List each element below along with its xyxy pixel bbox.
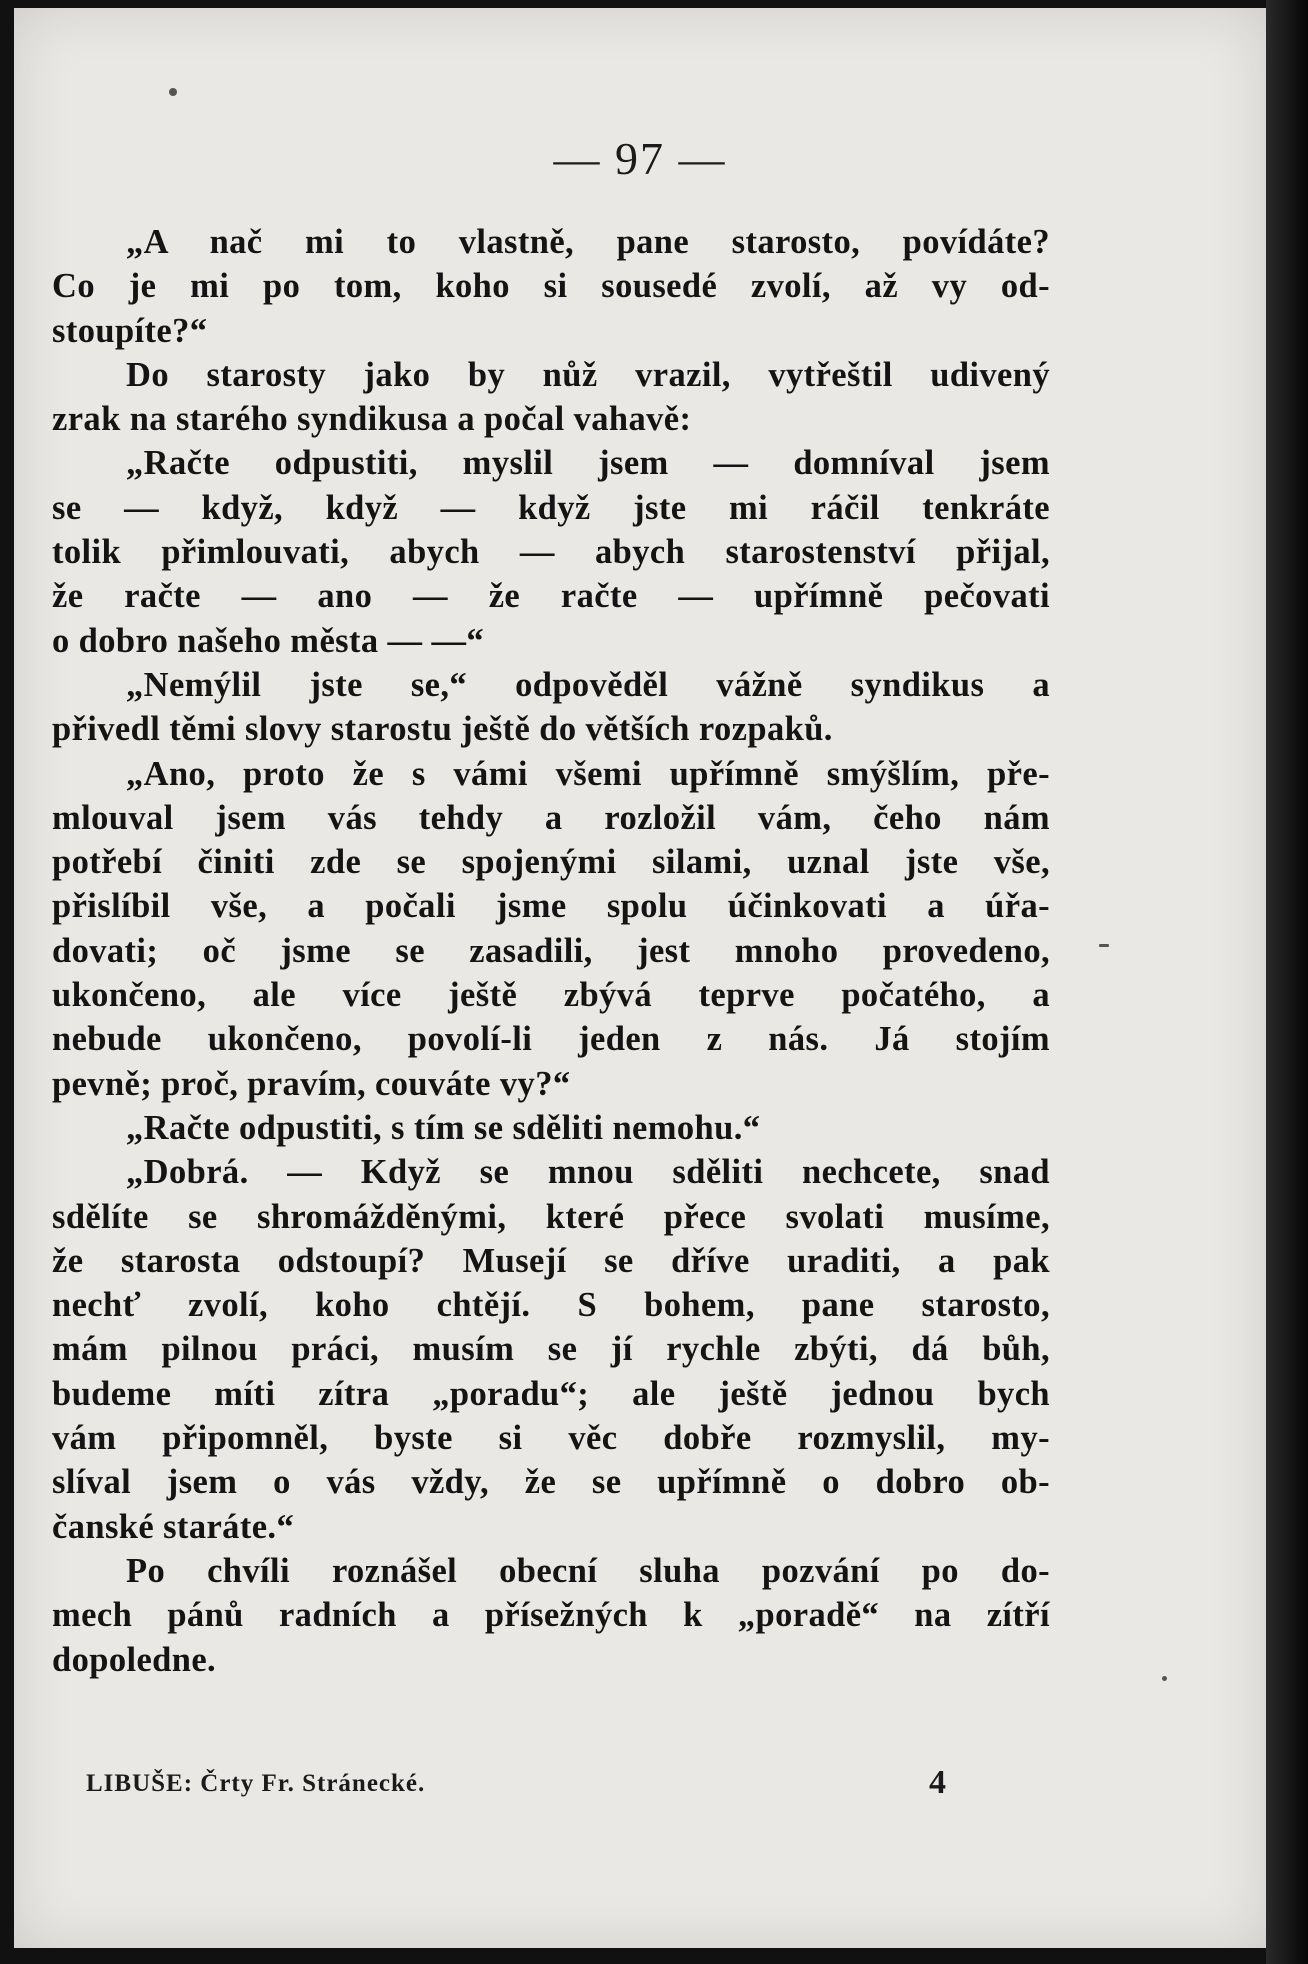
page-edge-shadow <box>1266 0 1308 1964</box>
footer-title: LIBUŠE: Črty Fr. Stránecké. <box>86 1770 426 1797</box>
page-number: — 97 — <box>553 133 727 184</box>
text-line: ukončeno, ale více ještě zbývá teprve počatého, a <box>52 976 1050 1015</box>
text-line: „Ano, proto že s vámi všemi upřímně smýšlím, pře- <box>126 754 1050 793</box>
text-line: Do starosty jako by nůž vrazil, vytřeštil udivený <box>126 355 1050 394</box>
text-line: že starosta odstoupí? Musejí se dříve uraditi, a pak <box>52 1241 1050 1280</box>
text-line: „Dobrá. — Když se mnou sděliti nechcete, snad <box>126 1153 1050 1192</box>
text-line: stoupíte?“ <box>52 311 208 350</box>
text-line: že račte — ano — že račte — upřímně pečovati <box>52 577 1050 616</box>
text-line: tolik přimlouvati, abych — abych starostenství přijal, <box>52 533 1050 572</box>
ink-speck <box>1099 944 1109 947</box>
text-line: mech pánů radních a přísežných k „poradě“ na zítří <box>52 1596 1050 1635</box>
text-line: dovati; oč jsme se zasadili, jest mnoho provedeno, <box>52 931 1050 970</box>
text-line: budeme míti zítra „poradu“; ale ještě jednou bych <box>52 1374 1050 1413</box>
text-line: sdělíte se shromážděnými, které přece svolati musíme, <box>52 1197 1050 1236</box>
text-line: nechť zvolí, koho chtějí. S bohem, pane starosto, <box>52 1286 1050 1325</box>
text-line: vám připomněl, byste si věc dobře rozmyslil, my- <box>52 1419 1050 1458</box>
text-line: zrak na starého syndikusa a počal vahavě: <box>52 400 692 439</box>
text-line: „A nač mi to vlastně, pane starosto, povídáte? <box>126 223 1050 261</box>
ink-speck <box>1162 1676 1167 1681</box>
text-line: Po chvíli roznášel obecní sluha pozvání po do- <box>126 1551 1050 1590</box>
book-page <box>14 8 1266 1948</box>
text-line: „Nemýlil jste se,“ odpověděl vážně syndikus a <box>126 665 1050 704</box>
text-line: pevně; proč, pravím, couváte vy?“ <box>52 1064 571 1103</box>
text-line: přivedl těmi slovy starostu ještě do větších rozpaků. <box>52 710 833 749</box>
text-line: se — když, když — když jste mi ráčil tenkráte <box>52 488 1050 527</box>
text-line: „Račte odpustiti, s tím se sděliti nemohu.“ <box>126 1108 761 1147</box>
signature-mark: 4 <box>929 1764 946 1801</box>
body-text <box>52 220 1050 1682</box>
text-line: Co je mi po tom, koho si sousedé zvolí, až vy od- <box>52 267 1050 306</box>
text-line: o dobro našeho města — —“ <box>52 621 485 660</box>
text-line: přislíbil vše, a počali jsme spolu účinkovati a úřa- <box>52 887 1050 926</box>
text-line: čanské staráte.“ <box>52 1507 295 1546</box>
text-line: „Račte odpustiti, myslil jsem — domníval jsem <box>126 444 1050 483</box>
text-line: dopoledne. <box>52 1640 217 1679</box>
text-line: slíval jsem o vás vždy, že se upřímně o dobro ob- <box>52 1463 1050 1502</box>
text-line: nebude ukončeno, povolí-li jeden z nás. Já stojím <box>52 1020 1050 1059</box>
text-line: potřebí činiti zde se spojenými silami, uznal jste vše, <box>52 843 1050 882</box>
ink-speck <box>169 88 177 96</box>
text-line: mám pilnou práci, musím se jí rychle zbýti, dá bůh, <box>52 1330 1050 1369</box>
text-line: mlouval jsem vás tehdy a rozložil vám, čeho nám <box>52 798 1050 837</box>
